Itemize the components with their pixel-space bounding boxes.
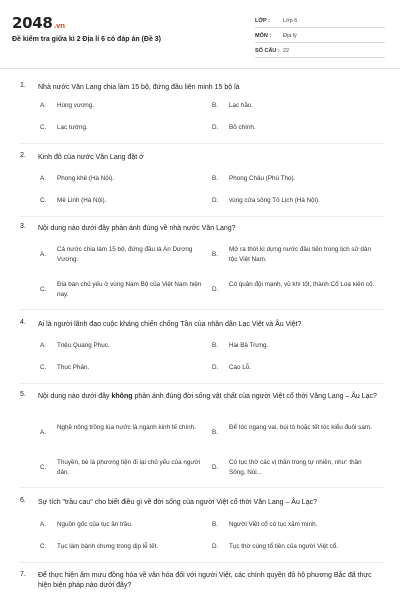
exam-meta — [255, 15, 385, 60]
question-text: Sự tích "trầu cau" cho biết điều gì về đời sống của người Việt cổ thời Văn Lang – Âu Lạc? — [38, 499, 317, 506]
option-text: Thục Phán. — [57, 364, 90, 371]
option-text: vùng cửa sông Tô Lịch (Hà Nội). — [229, 197, 320, 204]
meta-row-count — [255, 45, 385, 58]
question-text-part: Nội dung nào dưới đây — [38, 393, 112, 400]
option-text: Nguồn gốc của tục ăn trầu. — [57, 521, 133, 528]
logo-text: 2048 — [12, 14, 53, 32]
option-letter: D. — [212, 197, 219, 204]
option-letter: A. — [40, 521, 46, 528]
option-text: Mê Linh (Hà Nội). — [57, 197, 107, 204]
question-text-part: phản ánh đúng đời sống vật chất của người Việt cổ thời Văng Lang – Âu Lạc? — [132, 393, 377, 400]
question-text: Ai là người lãnh đạo cuộc kháng chiến chống Tần của nhân dân Lạc Việt và Âu Việt? — [38, 321, 302, 328]
meta-value: 22 — [283, 48, 290, 54]
option-text: Phong Châu (Phú Thọ). — [229, 175, 296, 182]
option-text: Để tóc ngang vai, búi tó hoặc tết tóc kiểu đuôi sam. — [229, 424, 372, 431]
option-letter: A. — [40, 342, 46, 349]
option-letter: D. — [212, 364, 219, 371]
question-divider — [20, 487, 385, 488]
option-letter: C. — [40, 124, 47, 131]
option-text: Triệu Quang Phục. — [57, 342, 110, 349]
option-text: Tục làm bánh chưng trong dịp lễ tết. — [57, 543, 159, 550]
option-letter: D. — [212, 124, 219, 131]
option-letter: C. — [40, 464, 47, 471]
question-number: 3. — [20, 223, 26, 230]
option-text: Có quân đội mạnh, vũ khí tốt, thành Cổ Loa kiên cố. — [229, 281, 375, 288]
question-text: Để thực hiện âm mưu đồng hóa về văn hóa đối với người Việt, các chính quyền đô hộ phương Bắc đã thực hiện biện pháp nào dưới đây? — [38, 572, 372, 589]
question-number: 5. — [20, 391, 26, 398]
question-text: Nội dung nào dưới đây phản ánh đúng về nhà nước Văn Lang? — [38, 225, 236, 232]
meta-label: LỚP : — [255, 18, 270, 24]
option-text: Cả nước chia làm 15 bộ, đứng đầu là An Dương Vương. — [57, 246, 193, 263]
meta-row-class — [255, 15, 385, 28]
option-text: Thuyền, bè là phương tiện đi lại chủ yếu của người dân. — [57, 459, 201, 476]
question-divider — [20, 562, 385, 563]
option-letter: B. — [212, 429, 218, 436]
question-number: 7. — [20, 571, 26, 578]
option-letter: D. — [212, 543, 219, 550]
option-text: Nghề nông trồng lúa nước là ngành kinh tế chính. — [57, 424, 196, 431]
option-letter: A. — [40, 175, 46, 182]
option-letter: B. — [212, 175, 218, 182]
question-text-emphasis: không — [111, 393, 133, 400]
option-text: Hùng vương. — [57, 102, 95, 109]
site-logo[interactable] — [12, 14, 65, 32]
option-letter: C. — [40, 543, 47, 550]
option-letter: C. — [40, 197, 47, 204]
page-header — [0, 0, 400, 68]
option-text: Tục thờ cúng tổ tiên của người Việt cổ. — [229, 543, 338, 550]
question-text: Nhà nước Văn Lang chia làm 15 bộ, đứng đầu liên minh 15 bộ là — [38, 84, 240, 91]
option-letter: C. — [40, 286, 47, 293]
option-text: Phong khê (Hà Nội). — [57, 175, 115, 182]
question-text: Kinh đô của nước Văn Lang đặt ở — [38, 154, 144, 161]
meta-value: Địa lý — [283, 33, 297, 39]
question-divider — [20, 309, 385, 310]
option-letter: B. — [212, 102, 218, 109]
option-letter: B. — [212, 521, 218, 528]
option-text: Lạc tướng. — [57, 124, 88, 131]
option-text: Địa bàn chủ yếu ở vùng Nam Bộ của Việt Nam hiện nay. — [57, 281, 202, 298]
question-number: 6. — [20, 497, 26, 504]
option-text: Người Việt cổ có tục xăm mình. — [229, 521, 318, 528]
meta-value: Lớp 6 — [283, 18, 298, 24]
option-letter: D. — [212, 464, 219, 471]
option-letter: D. — [212, 286, 219, 293]
option-text: Bồ chính. — [229, 124, 256, 131]
option-text: Hai Bà Trưng. — [229, 342, 269, 349]
question-number: 2. — [20, 152, 26, 159]
question-divider — [20, 216, 385, 217]
meta-row-subject — [255, 30, 385, 43]
option-text: Lạc hầu. — [229, 102, 254, 109]
question-text — [38, 391, 378, 402]
option-letter: B. — [212, 342, 218, 349]
question-divider — [20, 143, 385, 144]
option-letter: A. — [40, 251, 46, 258]
option-letter: B. — [212, 251, 218, 258]
header-divider — [0, 68, 400, 69]
logo-suffix: .vn — [53, 22, 65, 30]
meta-label: MÔN : — [255, 33, 272, 39]
option-text: Mở ra thời kì dựng nước đầu tiên trong lịch sử dân tộc Việt Nam. — [229, 246, 371, 263]
question-number: 4. — [20, 319, 26, 326]
document-title: Đề kiểm tra giữa kì 2 Địa lí 6 có đáp án (Đề 3) — [12, 36, 162, 43]
option-letter: A. — [40, 102, 46, 109]
option-letter: C. — [40, 364, 47, 371]
option-text: Cao Lỗ. — [229, 364, 252, 371]
option-text: Có tục thờ các vị thần trong tự nhiên, như: thần Sông, Núi... — [229, 459, 362, 476]
meta-label: SỐ CÂU : — [255, 48, 280, 54]
question-number: 1. — [20, 82, 26, 89]
option-letter: A. — [40, 429, 46, 436]
question-divider — [20, 383, 385, 384]
